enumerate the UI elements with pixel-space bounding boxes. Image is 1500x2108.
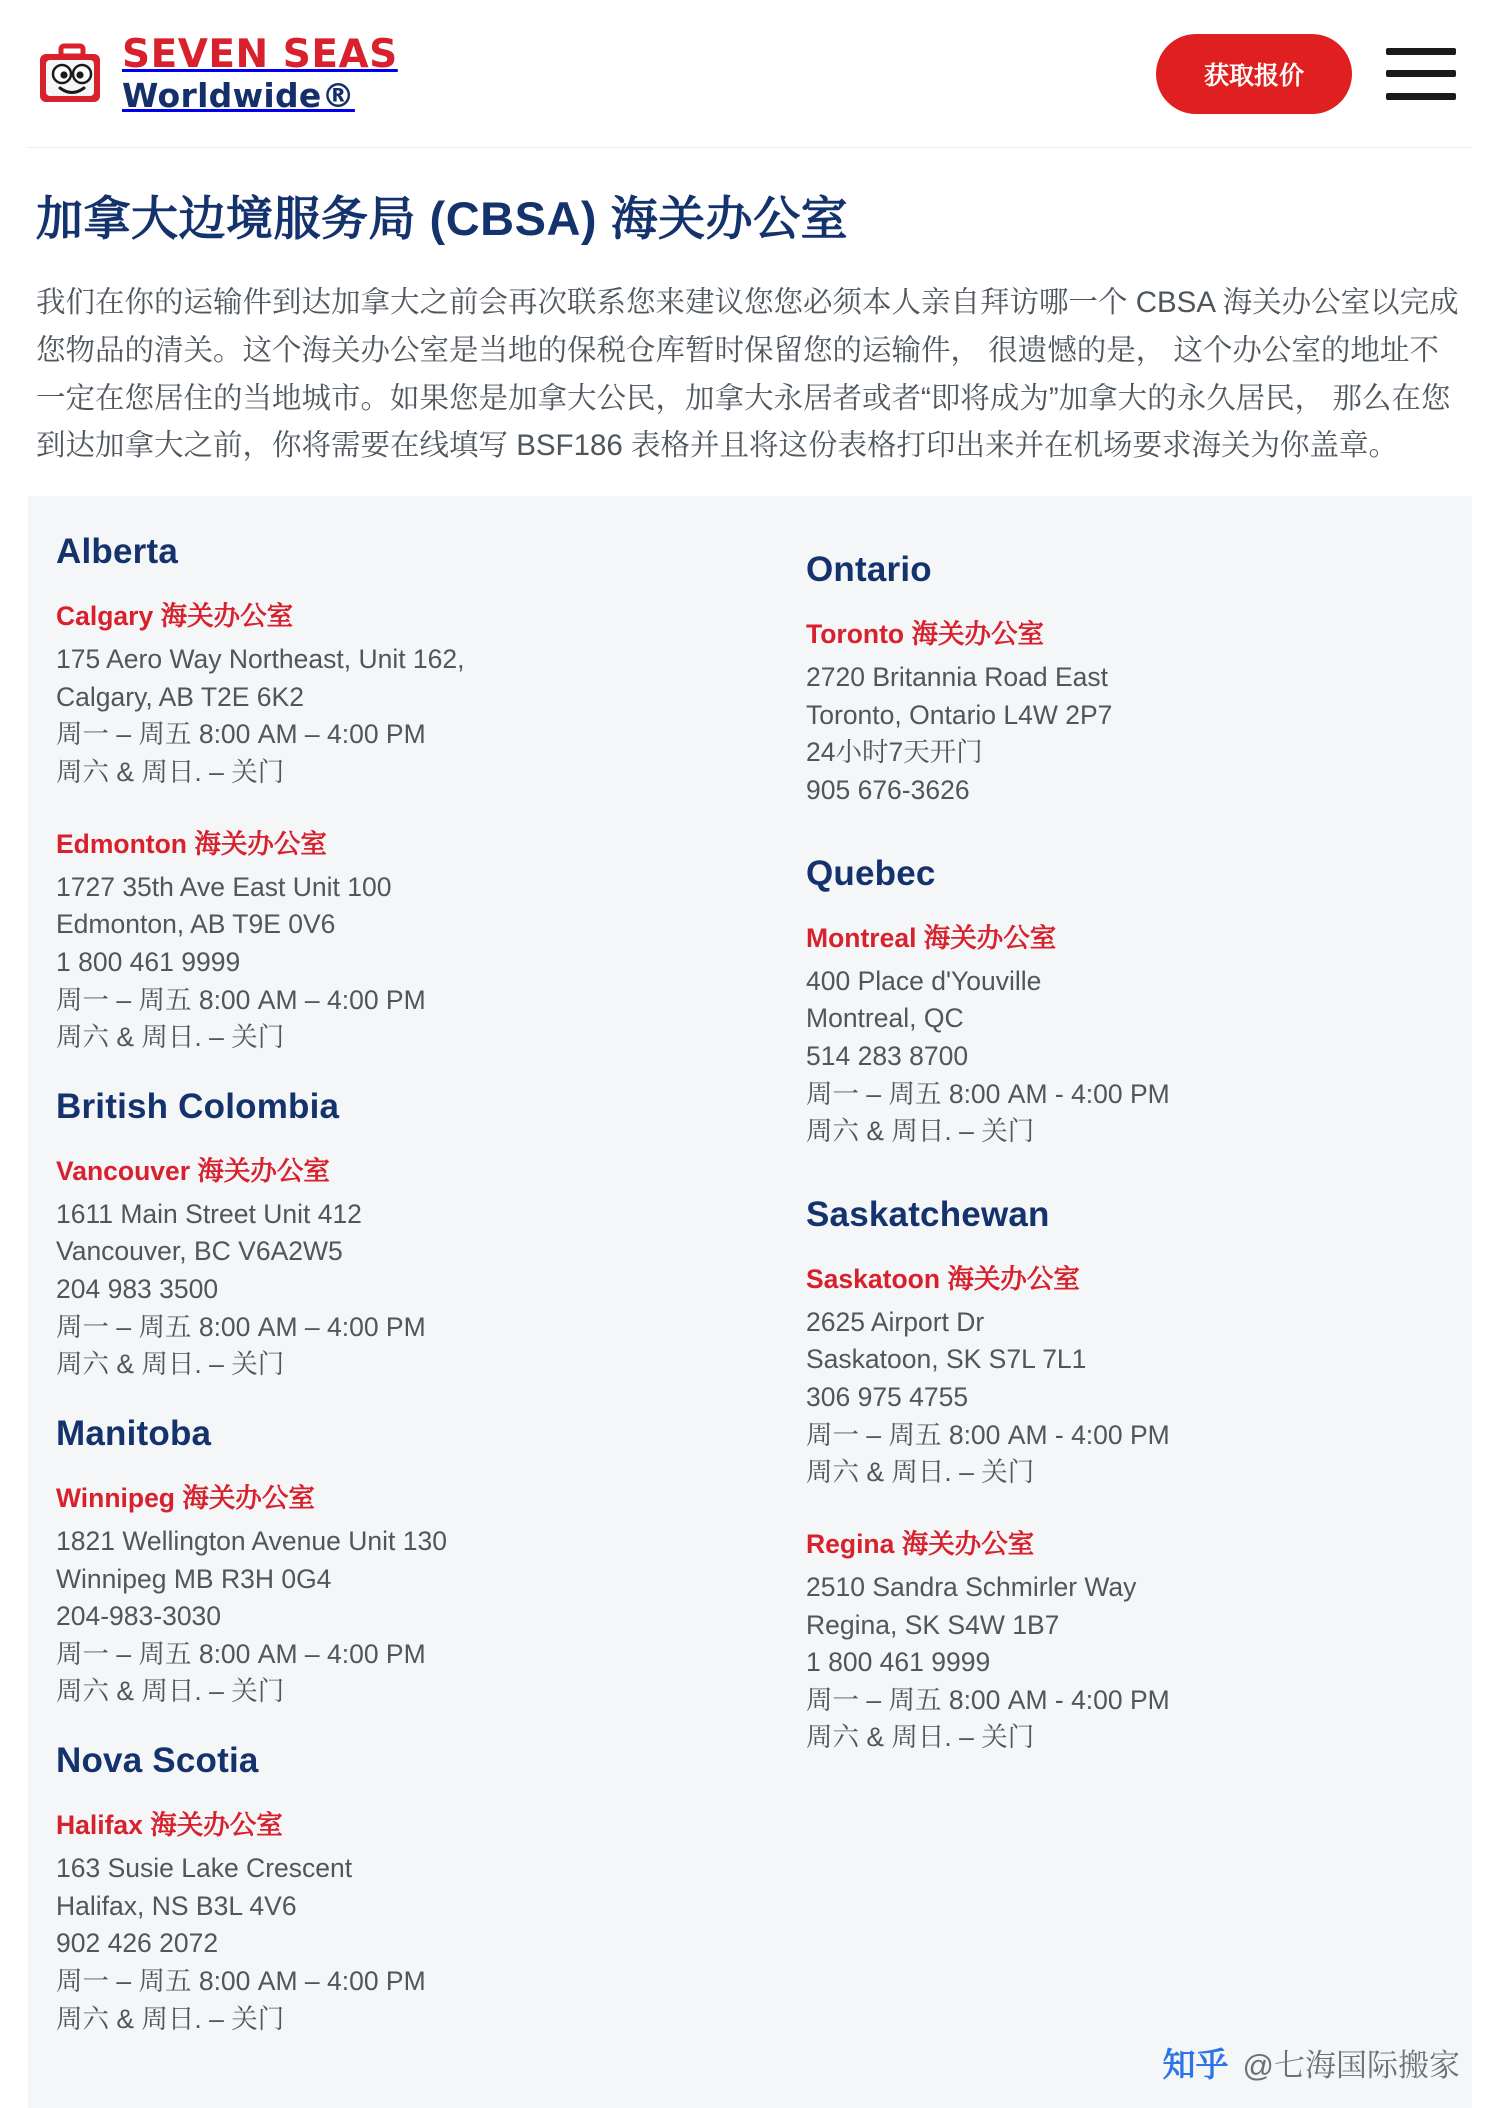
office-hours-line: 周六 & 周日. – 关门 [56, 2003, 285, 2034]
suitcase-mascot-icon [36, 38, 108, 110]
office-hours-line: 周一 – 周五 8:00 AM – 4:00 PM [56, 1638, 426, 1669]
office-name: Winnipeg 海关办公室 [56, 1482, 315, 1513]
office-address-line: Edmonton, AB T9E 0V6 [56, 909, 336, 940]
office-entry-edmonton [56, 822, 710, 1057]
office-address-line: 400 Place d'Youville [806, 965, 1042, 996]
office-hours-line: 周六 & 周日. – 关门 [56, 1022, 285, 1053]
office-entry-winnipeg [56, 1476, 710, 1711]
office-address-line: 1821 Wellington Avenue Unit 130 [56, 1525, 447, 1556]
header-actions [1156, 34, 1456, 114]
office-address-line: 2510 Sandra Schmirler Way [806, 1571, 1137, 1602]
intro-paragraph: 我们在你的运输件到达加拿大之前会再次联系您来建议您您必须本人亲自拜访哪一个 CBSA 海关办公室以完成您物品的清关。这个海关办公室是当地的保税仓库暂时保留您的运输件， 很遗憾的是， 这个办公室的地址不一定在您居住的当地城市。如果您是加拿大公民，加拿大永居者或者“即将成为”加拿大的永久居民， 那么在您到达加拿大之前，你将需要在线填写 BSF186 表格并且将这份表格打印出来并在机场要求海关为你盖章。 [36, 286, 1459, 463]
province-heading-alberta: Alberta [56, 532, 178, 572]
office-phone-line: 204 983 3500 [56, 1274, 219, 1304]
office-entry-regina [806, 1522, 1460, 1757]
zhihu-logo: 知乎 [1162, 2045, 1229, 2085]
office-name: Edmonton 海关办公室 [56, 828, 327, 859]
office-address-line: 175 Aero Way Northeast, Unit 162, [56, 644, 465, 675]
office-name: Regina 海关办公室 [806, 1528, 1035, 1559]
intro-section [0, 148, 1500, 496]
office-phone-line: 1 800 461 9999 [806, 1647, 991, 1678]
office-entry-calgary [56, 594, 710, 792]
province-heading-british-colombia: British Colombia [56, 1086, 340, 1126]
office-hours-line: 周一 – 周五 8:00 AM – 4:00 PM [56, 984, 426, 1015]
province-heading-quebec: Quebec [806, 853, 936, 893]
office-address-line: Winnipeg MB R3H 0G4 [56, 1563, 332, 1594]
office-phone-line: 204-983-3030 [56, 1601, 222, 1632]
zhihu-account-name: @七海国际搬家 [1242, 2048, 1460, 2084]
brand-logo-link[interactable] [36, 32, 398, 115]
province-heading-nova-scotia: Nova Scotia [56, 1741, 259, 1780]
page-title: 加拿大边境服务局 (CBSA) 海关办公室 [36, 192, 849, 245]
office-address-line: Vancouver, BC V6A2W5 [56, 1236, 343, 1267]
office-address-line: Calgary, AB T2E 6K2 [56, 681, 304, 712]
office-address-line: 163 Susie Lake Crescent [56, 1853, 353, 1883]
zhihu-watermark [1163, 2039, 1460, 2086]
left-gutter [0, 0, 28, 2108]
province-heading-saskatchewan: Saskatchewan [806, 1194, 1050, 1234]
hamburger-bar-1 [1386, 48, 1456, 55]
office-hours-line: 周一 – 周五 8:00 AM – 4:00 PM [56, 1311, 426, 1342]
office-name: Toronto 海关办公室 [806, 619, 1044, 650]
office-entry-vancouver [56, 1149, 710, 1384]
office-hours-line: 周六 & 周日. – 关门 [806, 1457, 1035, 1488]
province-heading-ontario: Ontario [806, 550, 932, 590]
office-address-line: Halifax, NS B3L 4V6 [56, 1890, 297, 1921]
office-hours-line: 周六 & 周日. – 关门 [56, 757, 285, 787]
office-entry-halifax [56, 1803, 710, 2038]
office-address-line: Saskatoon, SK S7L 7L1 [806, 1344, 1087, 1375]
office-hours-line: 周六 & 周日. – 关门 [806, 1722, 1035, 1753]
office-name: Vancouver 海关办公室 [56, 1155, 330, 1186]
office-address-line: 1611 Main Street Unit 412 [56, 1198, 362, 1229]
get-quote-button[interactable]: 获取报价 [1156, 34, 1352, 114]
office-hours-line: 周一 – 周五 8:00 AM - 4:00 PM [806, 1078, 1170, 1109]
office-name: Saskatoon 海关办公室 [806, 1263, 1080, 1294]
office-phone-line: 902 426 2072 [56, 1928, 219, 1959]
office-hours-line: 周六 & 周日. – 关门 [806, 1116, 1035, 1147]
office-entry-montreal [806, 916, 1460, 1151]
office-hours-line: 周一 – 周五 8:00 AM - 4:00 PM [806, 1419, 1170, 1450]
office-hours-line: 周六 & 周日. – 关门 [56, 1349, 285, 1380]
hamburger-bar-3 [1386, 93, 1456, 100]
office-hours-line: 周一 – 周五 8:00 AM - 4:00 PM [806, 1684, 1170, 1715]
office-address-line: Toronto, Ontario L4W 2P7 [806, 699, 1113, 730]
office-entry-saskatoon [806, 1257, 1460, 1492]
offices-column-left [0, 514, 750, 2108]
office-entry-toronto [806, 612, 1460, 810]
office-phone-line: 514 283 8700 [806, 1040, 969, 1071]
brand-name-top: SEVEN SEAS [122, 32, 398, 77]
right-gutter [1472, 0, 1500, 2108]
office-phone-line: 905 676-3626 [806, 775, 970, 805]
office-hours-line: 周六 & 周日. – 关门 [56, 1676, 285, 1707]
office-address-line: Montreal, QC [806, 1003, 964, 1034]
offices-section [0, 496, 1500, 2108]
hamburger-bar-2 [1386, 70, 1456, 77]
hamburger-menu-icon[interactable] [1386, 48, 1456, 100]
office-name: Montreal 海关办公室 [806, 922, 1057, 953]
office-hours-line: 24小时7天开门 [806, 737, 983, 768]
office-address-line: Regina, SK S4W 1B7 [806, 1609, 1060, 1640]
offices-column-right [750, 514, 1500, 2108]
brand-wordmark [122, 32, 398, 115]
office-phone-line: 1 800 461 9999 [56, 946, 241, 977]
office-phone-line: 306 975 4755 [806, 1382, 969, 1412]
province-heading-manitoba: Manitoba [56, 1413, 212, 1453]
office-address-line: 1727 35th Ave East Unit 100 [56, 871, 392, 902]
brand-name-bottom: Worldwide® [122, 76, 355, 115]
site-header [0, 0, 1500, 148]
office-address-line: 2720 Britannia Road East [806, 662, 1109, 693]
office-hours-line: 周一 – 周五 8:00 AM – 4:00 PM [56, 719, 426, 750]
office-address-line: 2625 Airport Dr [806, 1306, 985, 1337]
office-hours-line: 周一 – 周五 8:00 AM – 4:00 PM [56, 1965, 426, 1996]
office-name: Calgary 海关办公室 [56, 601, 294, 632]
office-name: Halifax 海关办公室 [56, 1810, 283, 1840]
